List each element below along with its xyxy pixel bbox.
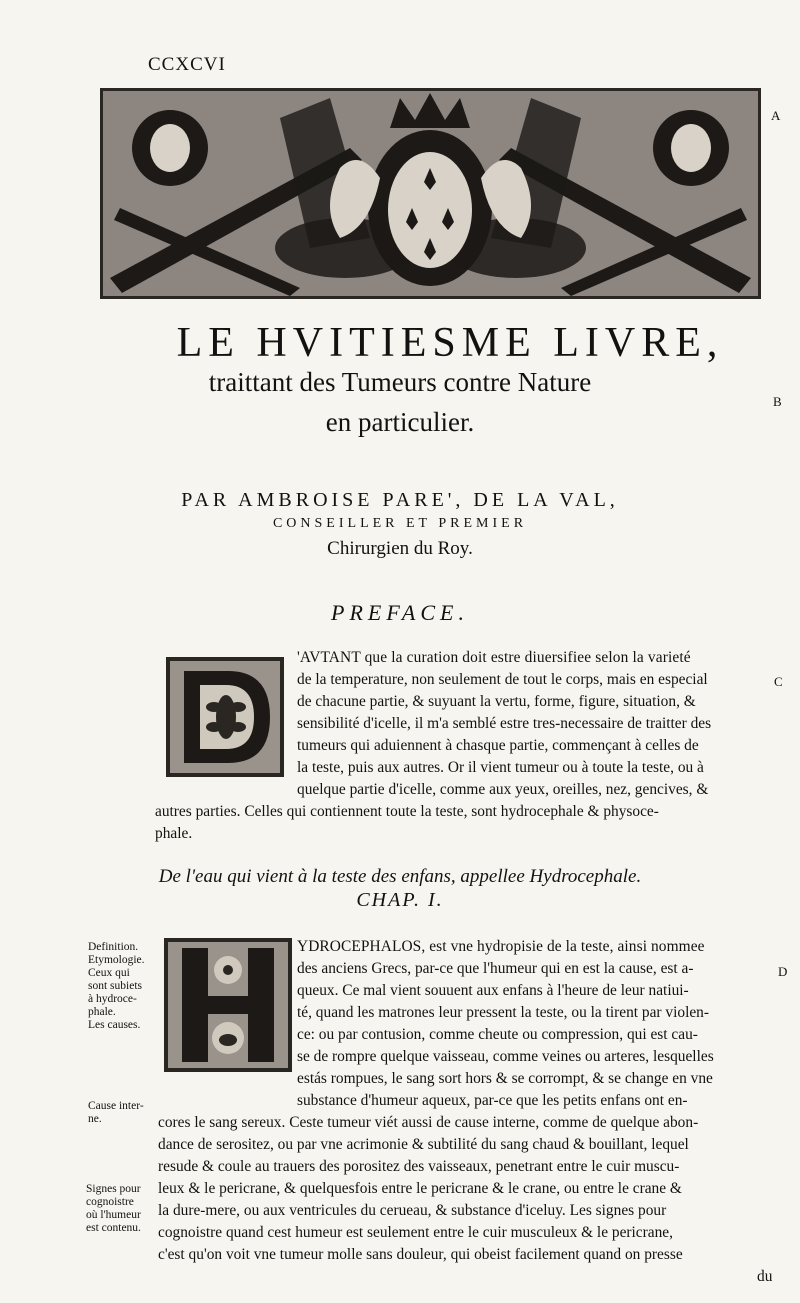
catchword: du (757, 1268, 773, 1285)
margin-letter-c: C (774, 674, 783, 689)
chapter-line: estás rompues, le sang sort hors & se corrompt, & se change en vne (297, 1070, 713, 1087)
margin-note-line: à hydroce- (88, 993, 137, 1005)
margin-note-line: Les causes. (88, 1019, 141, 1031)
margin-note-line: Ceux qui (88, 967, 130, 979)
chapter-heading: CHAP. I. (356, 889, 444, 911)
ornamental-initial-d (166, 657, 284, 777)
margin-note-line: Etymologie. (88, 954, 145, 966)
chapter-line: cognoistre quand cest humeur est seulement entre le cuir musculeux & le pericrane, (158, 1224, 673, 1241)
author-name: PAR AMBROISE PARE', DE LA VAL, (181, 489, 619, 511)
preface-line: phale. (155, 825, 193, 842)
chapter-line: se de rompre quelque vaisseau, comme veines ou arteres, lesquelles (297, 1048, 714, 1065)
author-office: CONSEILLER ET PREMIER (272, 516, 528, 531)
margin-letter-a: A (771, 108, 781, 123)
preface-line: sensibilité d'icelle, il m'a semblé estre tres-necessaire de traitter des (297, 715, 712, 732)
chapter-line: leux & le pericrane, & quelquesfois entre le pericrane & le crane, ou entre le crane & (158, 1180, 682, 1197)
margin-note-cause (88, 1100, 144, 1126)
margin-note-line: sont subiets (88, 980, 142, 992)
margin-note-line: est contenu. (86, 1222, 141, 1234)
chapter-line: té, quand les matrones leur pressent la teste, ou la tirent par violen- (297, 1004, 709, 1021)
chapter-line: queux. Ce mal vient souuent aux enfans à l'heure de leur natiui- (297, 982, 689, 999)
margin-note-line: cognoistre (86, 1196, 134, 1208)
book-subtitle-line1: traittant des Tumeurs contre Nature (208, 367, 592, 397)
preface-line: 'AVTANT que la curation doit estre diuersifiee selon la varieté (297, 649, 691, 666)
preface-line: tumeurs qui aduiennent à chasque partie, commençant à celles de (297, 737, 699, 754)
margin-note-line: Cause inter- (88, 1100, 144, 1112)
preface-heading: PREFACE. (331, 600, 469, 625)
chapter-line: cores le sang sereux. Ceste tumeur viét aussi de cause interne, comme de quelque abon- (158, 1114, 699, 1131)
book-subtitle-line2: en particulier. (325, 407, 475, 437)
woodcut-headpiece (100, 88, 761, 299)
chapter-line: la dure-mere, ou aux ventricules du cerueau, & substance d'iceluy. Les signes pour (158, 1202, 667, 1219)
preface-line: quelque partie d'icelle, comme aux yeux, oreilles, nez, gencives, & (297, 781, 709, 798)
margin-note-line: Signes pour (86, 1183, 141, 1195)
book-title: LE HVITIESME LIVRE, (176, 320, 724, 366)
preface-line: de la temperature, non seulement de tout le corps, mais en especial (297, 671, 708, 688)
margin-note-signes (86, 1183, 141, 1235)
margin-note-line: où l'humeur (86, 1209, 141, 1221)
chapter-line: c'est qu'on voit vne tumeur molle sans douleur, qui obeist facilement quand on presse (158, 1246, 683, 1263)
chapter-line: resude & coule au trauers des porositez des vaisseaux, penetrant entre le cuir muscu- (158, 1158, 680, 1175)
ornamental-initial-h (164, 938, 292, 1072)
preface-line: de chacune partie, & suyuant la vertu, forme, figure, situation, & (297, 693, 696, 710)
margin-note-line: ne. (88, 1113, 102, 1125)
margin-letter-b: B (773, 394, 782, 409)
margin-note-line: Definition. (88, 941, 139, 953)
chapter-line: YDROCEPHALOS, est vne hydropisie de la teste, ainsi nommee (297, 938, 705, 955)
folio-number: CCXCVI (148, 54, 226, 75)
chapter-line: des anciens Grecs, par-ce que l'humeur qui en est la cause, est a- (297, 960, 694, 977)
chapter-line: dance de serositez, ou par vne acrimonie & subtilité du sang chaud & bouillant, lequel (158, 1136, 689, 1153)
author-title: Chirurgien du Roy. (327, 538, 473, 559)
chapter-line: ce: ou par contusion, comme cheute ou compression, qui est cau- (297, 1026, 698, 1043)
margin-letter-d: D (778, 964, 788, 979)
margin-note-line: phale. (88, 1006, 116, 1018)
chapter-line: substance d'humeur aqueux, par-ce que les petits enfans ont en- (297, 1092, 688, 1109)
margin-note-definition (88, 941, 145, 1032)
preface-line: autres parties. Celles qui contiennent toute la teste, sont hydrocephale & physoce- (155, 803, 659, 820)
preface-line: la teste, puis aux autres. Or il vient tumeur ou à toute la teste, ou à (297, 759, 704, 776)
chapter-title: De l'eau qui vient à la teste des enfans, appellee Hydrocephale. (158, 866, 642, 887)
